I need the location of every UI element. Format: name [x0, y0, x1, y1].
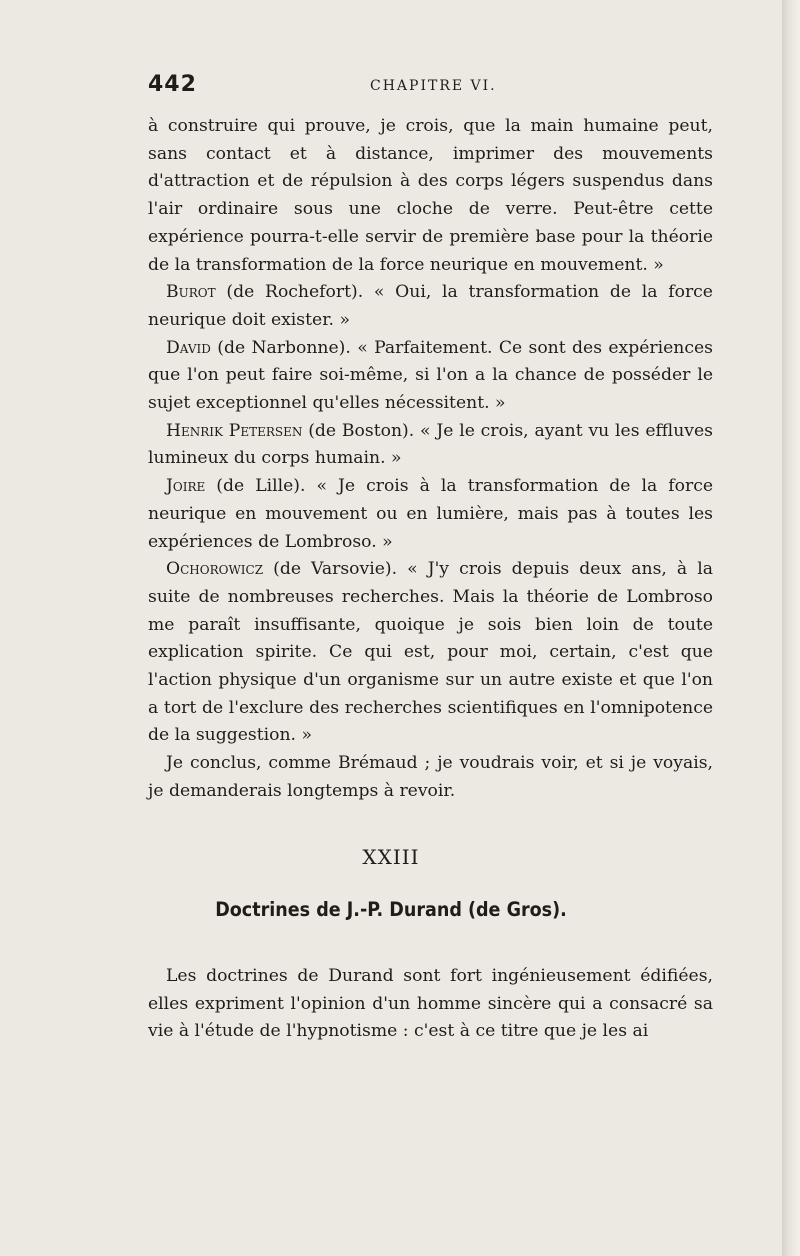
paragraph-text: (de Boston). « Je le crois, ayant vu les effluves lumineux du corps humain. » — [148, 420, 713, 469]
running-head: CHAPITRE VI. — [370, 78, 497, 94]
section-paragraph: Les doctrines de Durand sont fort ingénieusement édifiées, elles expriment l'opinion d'un homme sincère qui a consacré sa vie à l'étude de l'hypnotisme : c'est à ce titre que je les ai — [148, 966, 713, 1042]
paragraph — [148, 750, 713, 805]
paragraph-text: (de Narbonne). « Parfaitement. Ce sont des expériences que l'on peut faire soi-même, si l'on a la chance de posséder le sujet exceptionnel qu'elles nécessitent. » — [148, 337, 713, 414]
paragraph — [148, 335, 713, 418]
page-header — [148, 72, 708, 102]
paragraph — [148, 473, 713, 556]
speaker-name: Burot — [166, 282, 216, 303]
speaker-name: Ochorowicz — [166, 559, 264, 580]
speaker-name: Henrik Petersen — [166, 420, 303, 441]
section-title: Doctrines de J.-P. Durand (de Gros). — [215, 898, 567, 921]
paragraph — [148, 113, 713, 279]
section-body — [148, 963, 713, 1046]
paragraph-text: (de Lille). « Je crois à la transformation de la force neurique en mouvement ou en lumière, mais pas à toutes les expériences de Lombroso. » — [148, 476, 713, 552]
paragraph — [148, 556, 713, 750]
body-text — [148, 113, 713, 806]
paragraph — [148, 279, 713, 334]
paragraph-text: (de Varsovie). « J'y crois depuis deux ans, à la suite de nombreuses recherches. Mais la théorie de Lombroso me paraît insuffisante, quoique je sois bien loin de toute explication spirite. Ce qui est, pour moi, certain, c'est que l'action physique d'un organisme sur un autre existe et que l'on a tort de l'exclure des recherches scientifiques en l'omnipotence de la suggestion. » — [148, 559, 713, 746]
speaker-name: Joire — [166, 476, 206, 497]
paragraph-text: (de Rochefort). « Oui, la transformation de la force neurique doit exister. » — [148, 282, 713, 330]
paragraph-text: Je conclus, comme Brémaud ; je voudrais voir, et si je voyais, je demanderais longtemps à revoir. — [148, 753, 713, 801]
page-number: 442 — [148, 72, 197, 97]
section-number: XXIII — [362, 845, 420, 869]
paragraph-text: à construire qui prouve, je crois, que la main humaine peut, sans contact et à distance, imprimer des mouvements d'attraction et de répulsion à des corps légers suspendus dans l'air ordinaire sous une cloche de verre. Peut-être cette expérience pourra-t-elle servir de première base pour la théorie de la transformation de la force neurique en mouvement. » — [148, 116, 713, 275]
page-edge — [782, 0, 800, 1256]
paragraph — [148, 418, 713, 473]
speaker-name: David — [166, 337, 211, 358]
